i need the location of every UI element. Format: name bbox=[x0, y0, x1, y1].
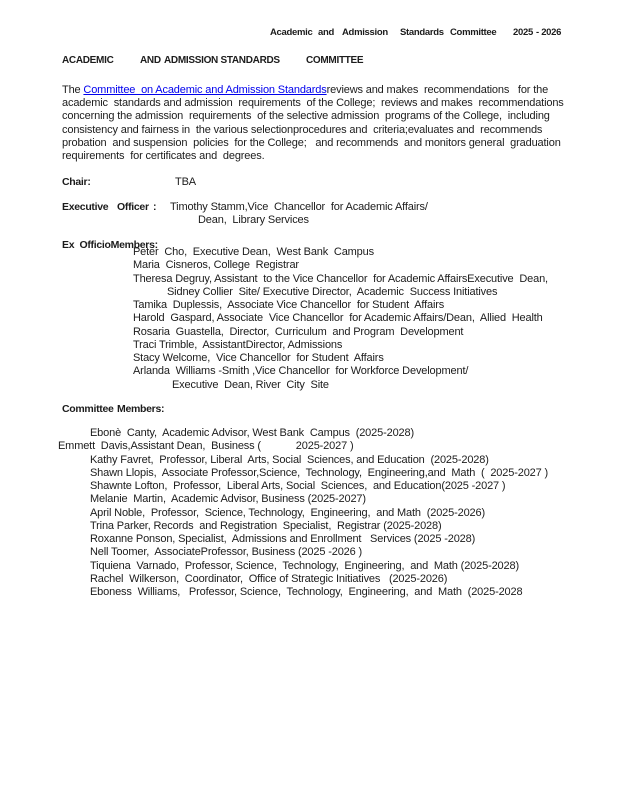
chair-label: Chair: bbox=[62, 176, 91, 188]
committee-members-heading bbox=[62, 403, 262, 417]
list-item: Rosaria Guastella, Director, Curriculum and Program Development bbox=[133, 325, 464, 338]
chair-value: TBA bbox=[175, 176, 196, 188]
title-word: ACADEMIC bbox=[62, 55, 114, 66]
page-header-text: Academic bbox=[270, 27, 313, 38]
list-item: Melanie Martin, Academic Advisor, Business (2025-2027) bbox=[90, 493, 366, 506]
intro-line: requirements for certificates and degrees. bbox=[62, 150, 265, 163]
committee-members-heading-word: Committee bbox=[62, 403, 114, 415]
document-title bbox=[0, 55, 618, 69]
list-item: April Noble, Professor, Science, Technology, Engineering, and Math (2025-2026) bbox=[90, 506, 485, 519]
committee-standards-link[interactable]: Committee on Academic and Admission Standards bbox=[83, 84, 327, 96]
intro-prefix: The bbox=[62, 84, 84, 96]
list-item: Maria Cisneros, College Registrar bbox=[133, 259, 299, 272]
ex-officio-heading: Ex OfficioMembers: bbox=[62, 239, 158, 251]
title-word: COMMITTEE bbox=[306, 55, 364, 66]
intro-line: probation and suspension policies for the College; and recommends and monitors general graduation bbox=[62, 136, 561, 149]
title-word: AND bbox=[140, 55, 161, 66]
intro-line: academic standards and admission requirements of the College; reviews and makes recommendations bbox=[62, 97, 564, 110]
executive-officer-label: Executive bbox=[62, 201, 109, 213]
list-item: Nell Toomer, AssociateProfessor, Business (2025 -2026 ) bbox=[90, 546, 363, 559]
list-item: Shawnte Lofton, Professor, Liberal Arts, Social Sciences, and Education(2025 -2027 ) bbox=[90, 480, 506, 492]
intro-line bbox=[62, 84, 602, 97]
page-header-text: and bbox=[318, 27, 334, 38]
chair-row bbox=[62, 176, 196, 188]
title-word: ADMISSION STANDARDS bbox=[164, 55, 280, 66]
list-item: Peter Cho, Executive Dean, West Bank Campus bbox=[133, 246, 374, 258]
list-item: Trina Parker, Records and Registration Specialist, Registrar (2025-2028) bbox=[90, 519, 442, 532]
page-header-year: - 2026 bbox=[536, 27, 562, 38]
committee-members-heading-word: Members: bbox=[117, 403, 165, 415]
list-item: Arlanda Williams -Smith ,Vice Chancellor for Workforce Development/ bbox=[133, 365, 469, 378]
list-item-continuation: Executive Dean, River City Site bbox=[172, 378, 329, 391]
list-item: Kathy Favret, Professor, Liberal Arts, Social Sciences, and Education (2025-2028) bbox=[90, 453, 489, 466]
page-header-text: Admission bbox=[342, 27, 388, 38]
intro-line: consistency and fairness in the various selectionprocedures and criteria;evaluates and recommends bbox=[62, 123, 543, 136]
page-header-text: Committee bbox=[450, 27, 497, 38]
ex-officio-list bbox=[133, 246, 593, 392]
list-item: Traci Trimble, AssistantDirector, Admissions bbox=[133, 338, 343, 351]
list-item: Roxanne Ponson, Specialist, Admissions and Enrollment Services (2025 -2028) bbox=[90, 533, 476, 545]
committee-members-list bbox=[58, 427, 603, 599]
executive-officer-title-cont: Dean, Library Services bbox=[198, 214, 309, 227]
list-item: Emmett Davis,Assistant Dean, Business ( 2025-2027 ) bbox=[58, 440, 354, 453]
executive-officer-value bbox=[170, 201, 428, 227]
page-header bbox=[0, 27, 618, 41]
list-item-continuation: Sidney Collier Site/ Executive Director, Academic Success Initiatives bbox=[167, 285, 498, 298]
executive-officer-row bbox=[62, 201, 542, 229]
list-item: Ebonè Canty, Academic Advisor, West Bank Campus (2025-2028) bbox=[90, 427, 414, 439]
list-item: Harold Gaspard, Associate Vice Chancellor for Academic Affairs/Dean, Allied Health bbox=[133, 312, 543, 325]
executive-officer-name-title: Timothy Stamm,Vice Chancellor for Academic Affairs/ bbox=[170, 201, 428, 213]
list-item: Stacy Welcome, Vice Chancellor for Student Affairs bbox=[133, 352, 384, 364]
executive-officer-label: Officer bbox=[117, 201, 149, 213]
list-item: Theresa Degruy, Assistant to the Vice Chancellor for Academic AffairsExecutive Dean, bbox=[133, 272, 548, 285]
list-item: Rachel Wilkerson, Coordinator, Office of Strategic Initiatives (2025-2026) bbox=[90, 572, 448, 585]
page-header-year: 2025 bbox=[513, 27, 533, 38]
list-item: Eboness Williams, Professor, Science, Technology, Engineering, and Math (2025-2028 bbox=[90, 586, 523, 598]
intro-suffix: reviews and makes recommendations for the bbox=[326, 84, 549, 96]
executive-officer-label-colon: : bbox=[153, 201, 157, 213]
intro-line: concerning the admission requirements of the selective admission programs of the College, including bbox=[62, 110, 550, 123]
intro-paragraph bbox=[62, 84, 602, 163]
list-item: Tamika Duplessis, Associate Vice Chancellor for Student Affairs bbox=[133, 299, 445, 311]
list-item: Shawn Llopis, Associate Professor,Science, Technology, Engineering,and Math ( 2025-2027 ) bbox=[90, 466, 549, 479]
page-header-text: Standards bbox=[400, 27, 444, 38]
list-item: Tiquiena Varnado, Professor, Science, Technology, Engineering, and Math (2025-2028) bbox=[90, 559, 519, 572]
